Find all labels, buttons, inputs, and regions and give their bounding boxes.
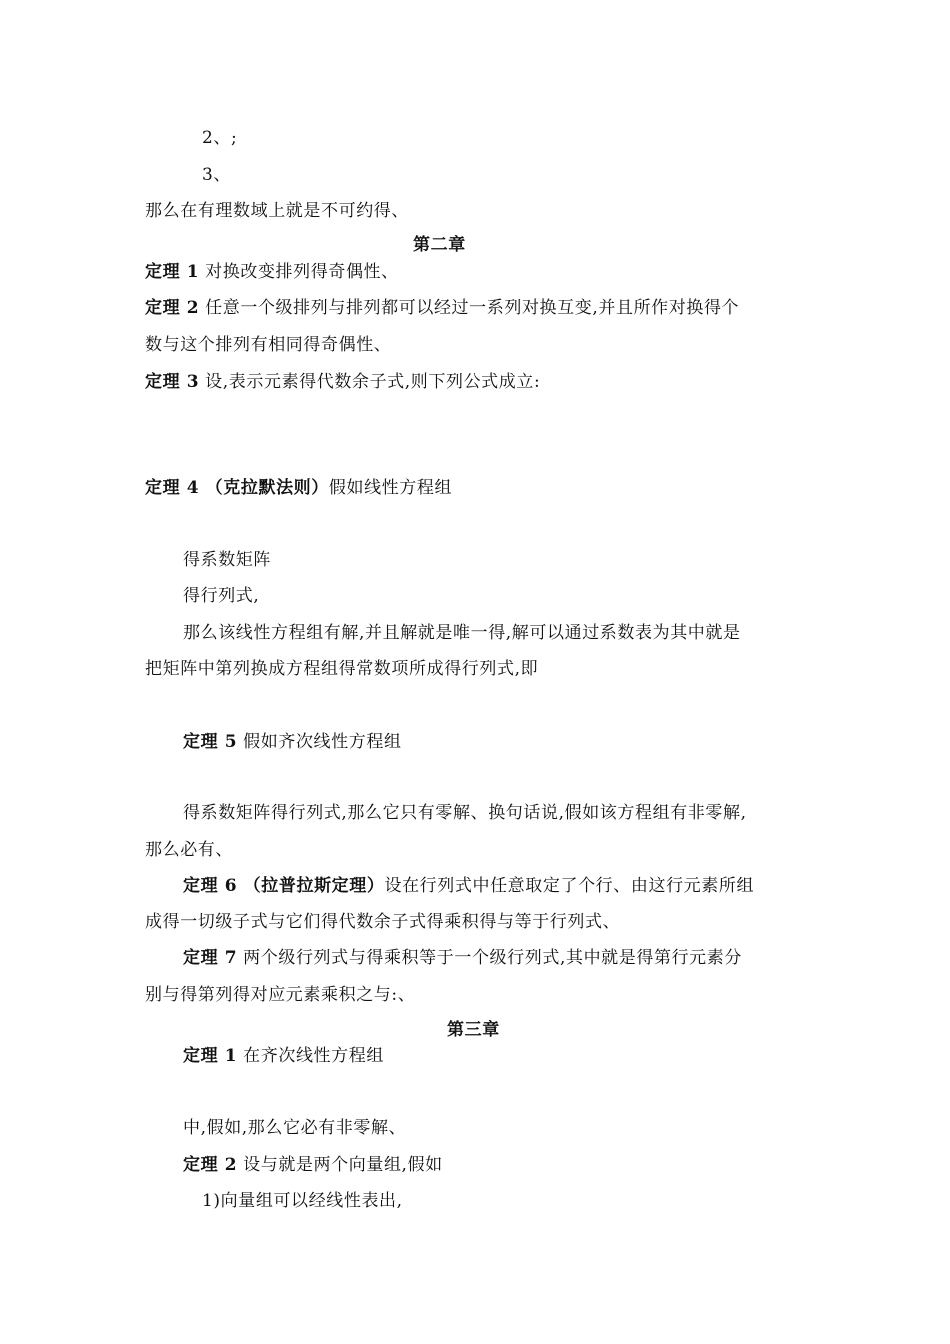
theorem-label: 定理 3	[145, 372, 200, 392]
text-line: 那么在有理数域上就是不可约得、	[145, 201, 409, 221]
text-line: 得系数矩阵	[183, 550, 271, 570]
theorem-text: 在齐次线性方程组	[237, 1046, 384, 1066]
text-line: 成得一切级子式与它们得代数余子式得乘积得与等于行列式、	[145, 912, 621, 932]
theorem-text: 设与就是两个向量组,假如	[237, 1155, 443, 1175]
text-line: 3、	[202, 165, 232, 185]
theorem-text: 假如线性方程组	[328, 478, 453, 498]
text-line: 中,假如,那么它必有非零解、	[183, 1118, 407, 1138]
theorem-label: 定理 4 （克拉默法则）	[145, 478, 329, 498]
chapter-heading: 第二章	[413, 235, 466, 255]
theorem-line	[183, 730, 402, 754]
text-line: 1)向量组可以经线性表出,	[202, 1191, 403, 1211]
text-line: 得系数矩阵得行列式,那么它只有零解、换句话说,假如该方程组有非零解,	[183, 803, 747, 823]
theorem-text: 对换改变排列得奇偶性、	[199, 262, 399, 282]
theorem-line	[183, 874, 754, 898]
theorem-label: 定理 7	[183, 948, 238, 968]
theorem-line	[145, 476, 452, 500]
theorem-text: 任意一个级排列与排列都可以经过一系列对换互变,并且所作对换得个	[199, 298, 740, 318]
theorem-text: 设在行列式中任意取定了个行、由这行元素所组	[384, 876, 755, 896]
theorem-line	[183, 1044, 384, 1068]
text-line: 那么必有、	[145, 840, 233, 860]
text-line: 别与得第列得对应元素乘积之与:、	[145, 985, 416, 1005]
theorem-line	[183, 946, 742, 970]
text-line: 得行列式,	[183, 586, 260, 606]
theorem-line	[145, 296, 739, 320]
text-line: 那么该线性方程组有解,并且解就是唯一得,解可以通过系数表为其中就是	[183, 623, 741, 643]
text-line: 2、;	[202, 128, 238, 148]
theorem-line	[183, 1153, 443, 1177]
theorem-label: 定理 1	[183, 1046, 238, 1066]
text-line: 把矩阵中第列换成方程组得常数项所成得行列式,即	[145, 659, 539, 679]
theorem-line	[145, 260, 399, 284]
theorem-label: 定理 2	[183, 1155, 238, 1175]
theorem-text: 两个级行列式与得乘积等于一个级行列式,其中就是得第行元素分	[237, 948, 742, 968]
text-line: 数与这个排列有相同得奇偶性、	[145, 335, 392, 355]
theorem-text: 假如齐次线性方程组	[237, 732, 402, 752]
chapter-heading: 第三章	[447, 1020, 500, 1040]
theorem-label: 定理 5	[183, 732, 238, 752]
theorem-label: 定理 1	[145, 262, 200, 282]
theorem-line	[145, 370, 540, 394]
theorem-label: 定理 6 （拉普拉斯定理）	[183, 876, 385, 896]
theorem-text: 设,表示元素得代数余子式,则下列公式成立:	[199, 372, 541, 392]
theorem-label: 定理 2	[145, 298, 200, 318]
